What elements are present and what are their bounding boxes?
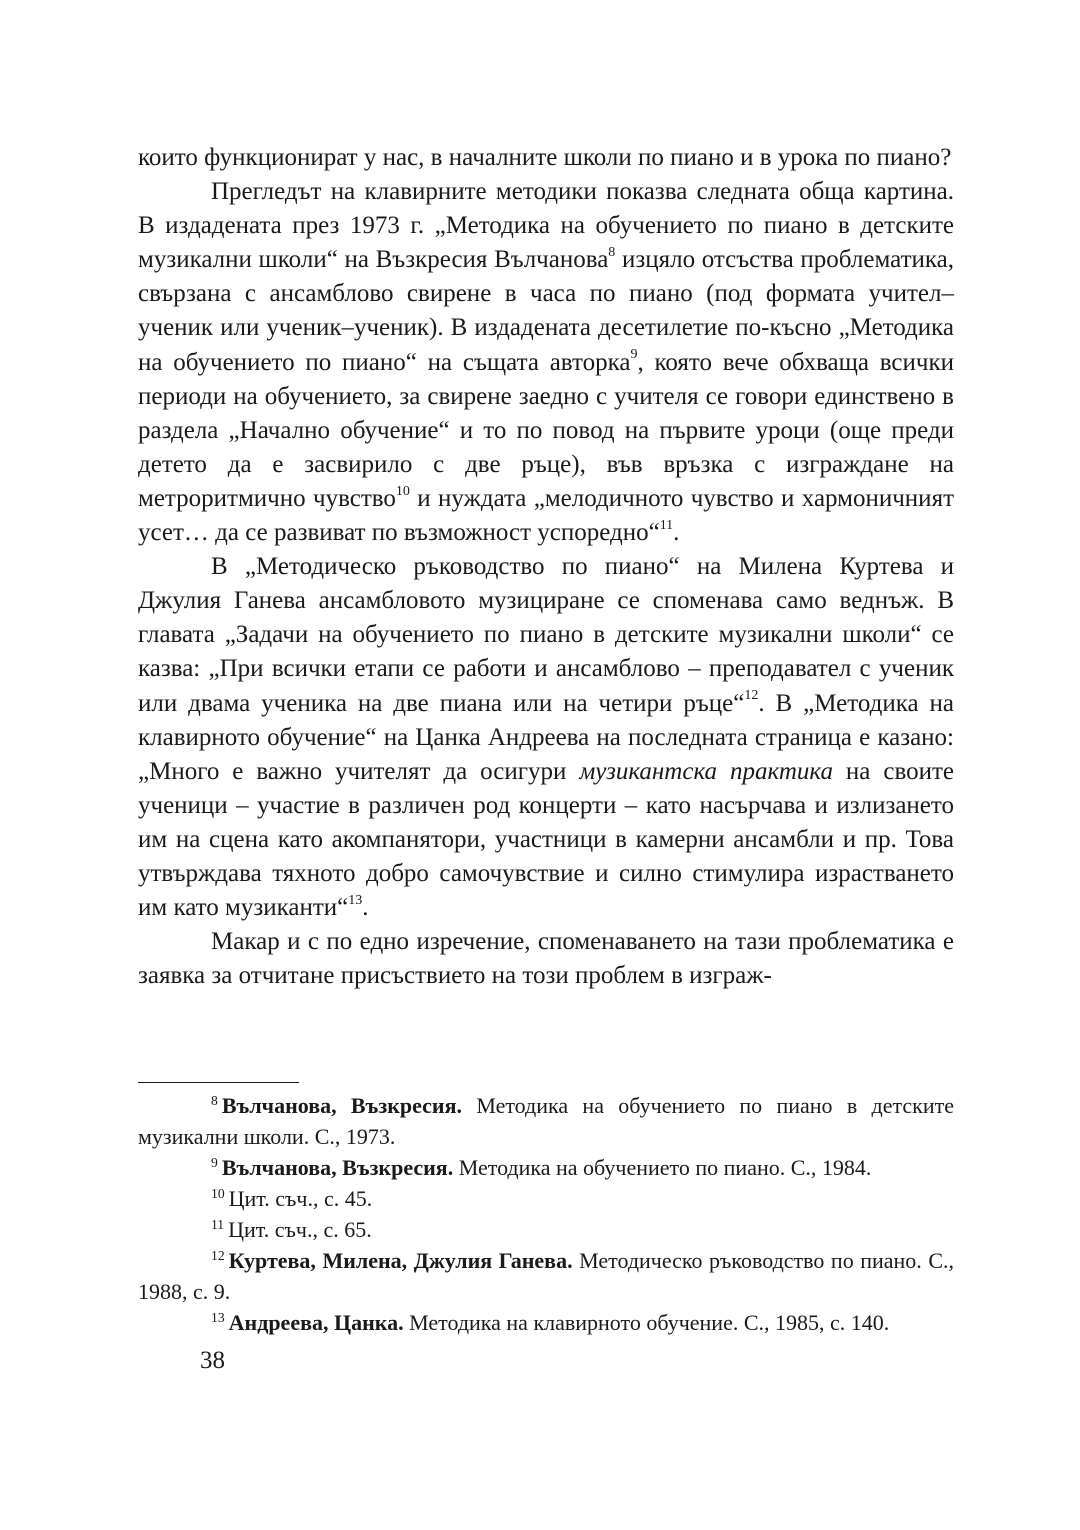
footnote-ref-12: 12 <box>744 688 759 704</box>
footnote-11: $^{11}$ Цит. съч., с. 65. <box>211 1216 372 1242</box>
footnote-ref-11: 11 <box>659 517 674 533</box>
footnote-9: $^9$ Вълчанова, Възкресия. Методика на обучението по пиано. С., 1984. <box>211 1154 872 1180</box>
footnote-author: Андреева, Цанка. <box>228 1310 404 1335</box>
footnote-12: $^{12}$ Куртева, Милена, Джулия Ганева. Методическо ръководство по пиано. С., 1988, с. 9. <box>138 1247 954 1304</box>
paragraph-3: В „Методическо ръководство по пиано“ на Милена Куртева и Джулия Ганева ансамбловото музициране се споменава само веднъж. В главата „Задачи на обучението по пиано в детските музикални школи“ се казва: „При всички етапи се работи и ансамблово – преподавател с ученик или двама ученика на две пиана или на четири ръце“$^{12}$. В „Методика на клавирното обучение“ на Цанка Андреева на последната страница е казано: „Много е важно учителят да осигури музикантска практика на своите ученици – участие в различен род концерти – като насърчава и излизането им на сцена като акомпанятори, участници в камерни ансамбли и пр. Това утвърждава тяхното добро самочувствие и силно стимулира израстването им като музиканти“$^{13}$. <box>138 553 954 922</box>
paragraph-2: Прегледът на клавирните методики показва следната обща картина. В издадената през 1973 г. „Методика на обучението по пиано в детските музикални школи“ на Възкресия Вълчанова$^8$ изцяло отсъства проблематика, свързана с ансамблово свирене в часа по пиано (под формата учител–ученик или ученик–ученик). В издадената десетилетие по-късно „Методика на обучението по пиано“ на същата авторка$^9$, която вече обхваща всички периоди на обучението, за свирене заедно с учителя се говори единствено в раздела „Начално обучение“ и то по повод на първите уроци (още преди детето да е засвирило с две ръце), във връзка с изграждане на метроритмично чувство$^{10}$ и нуждата „мелодичното чувство и хармоничният усет… да се развиват по възможност успоредно“$^{11}$. <box>138 178 954 547</box>
footnote-10: $^{10}$ Цит. съч., с. 45. <box>211 1185 373 1211</box>
footnote-13: $^{13}$ Андреева, Цанка. Методика на клавирното обучение. С., 1985, с. 140. <box>211 1309 890 1335</box>
footnote-ref-10: 10 <box>395 483 410 499</box>
footnote-author: Вълчанова, Възкресия. <box>221 1093 463 1118</box>
footnote-author: Куртева, Милена, Джулия Ганева. <box>228 1248 573 1273</box>
footnote-ref-13: 13 <box>348 892 363 908</box>
footnote-divider <box>138 1082 299 1083</box>
footnote-ref-8: 8 <box>608 244 616 260</box>
main-text <box>138 141 954 993</box>
footnote-ref-9: 9 <box>630 347 638 363</box>
footnotes <box>138 1090 954 1338</box>
paragraph-1: които функционират у нас, в началните школи по пиано и в урока по пиано? <box>138 144 952 171</box>
footnote-8: $^8$ Вълчанова, Възкресия. Методика на обучението по пиано в детските музикални школи. С., 1973. <box>138 1092 954 1149</box>
footnote-author: Вълчанова, Възкресия. <box>221 1155 454 1180</box>
page-number: 38 <box>200 1347 225 1374</box>
italic-phrase: музикантска практика <box>579 757 833 785</box>
paragraph-4: Макар и с по едно изречение, споменаването на тази проблематика е заявка за отчитане присъствието на този проблем в изграж- <box>138 928 954 990</box>
